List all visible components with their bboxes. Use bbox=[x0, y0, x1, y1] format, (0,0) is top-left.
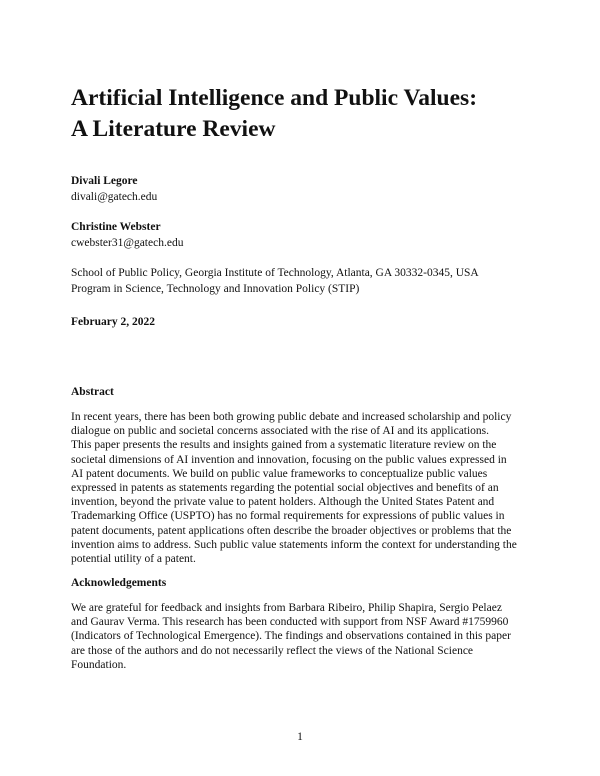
affiliation-line: School of Public Policy, Georgia Institute of Technology, Atlanta, GA 30332-0345, USA bbox=[71, 267, 479, 279]
abstract-line: dialogue on public and societal concerns associated with the rise of AI and its applications. bbox=[71, 425, 490, 438]
author-name: Christine Webster bbox=[71, 221, 161, 233]
affiliation-line: Program in Science, Technology and Innovation Policy (STIP) bbox=[71, 283, 360, 295]
author-name: Divali Legore bbox=[71, 175, 138, 187]
paper-date: February 2, 2022 bbox=[71, 316, 156, 328]
author-email: cwebster31@gatech.edu bbox=[71, 237, 184, 249]
title-line: A Literature Review bbox=[71, 116, 276, 142]
title-line: Artificial Intelligence and Public Values: bbox=[71, 85, 478, 111]
abstract-line: AI patent documents. We build on public value frameworks to conceptualize public values bbox=[71, 467, 488, 480]
acknowledgements-heading: Acknowledgements bbox=[71, 577, 167, 589]
author-email: divali@gatech.edu bbox=[71, 191, 158, 203]
paper-title bbox=[71, 83, 541, 145]
acknowledgements-line: We are grateful for feedback and insights from Barbara Ribeiro, Philip Shapira, Sergio Pelaez bbox=[71, 602, 502, 614]
abstract-line: In recent years, there has been both growing public debate and increased scholarship and policy bbox=[71, 411, 512, 423]
abstract-text bbox=[71, 410, 531, 566]
acknowledgements-line: and Gaurav Verma. This research has been conducted with support from NSF Award #1759960 bbox=[71, 616, 509, 629]
abstract-heading: Abstract bbox=[71, 386, 114, 398]
page-number: 1 bbox=[297, 731, 303, 743]
abstract-line: societal dimensions of AI invention and innovation, focusing on the public values expressed in bbox=[71, 453, 507, 466]
acknowledgements-text bbox=[71, 601, 531, 672]
acknowledgements-line: (Indicators of Technological Emergence). The findings and observations contained in this paper bbox=[71, 630, 511, 643]
abstract-line: potential utility of a patent. bbox=[71, 553, 196, 566]
abstract-line: This paper presents the results and insights gained from a systematic literature review on the bbox=[71, 439, 497, 452]
abstract-line: patent documents, patent applications often describe the broader objectives or problems that the bbox=[71, 524, 512, 537]
abstract-line: invention aims to address. Such public value statements inform the context for understanding the bbox=[71, 538, 517, 551]
acknowledgements-line: Foundation. bbox=[71, 658, 127, 671]
abstract-line: expressed in patents as statements regarding the potential social objectives and benefits of an bbox=[71, 482, 499, 495]
abstract-line: Trademarking Office (USPTO) has no formal requirements for expressions of public values in bbox=[71, 510, 505, 523]
acknowledgements-line: are those of the authors and do not necessarily reflect the views of the National Science bbox=[71, 644, 474, 657]
abstract-line: invention, beyond the private value to patent holders. Although the United States Patent and bbox=[71, 496, 495, 509]
affiliation bbox=[71, 265, 479, 297]
